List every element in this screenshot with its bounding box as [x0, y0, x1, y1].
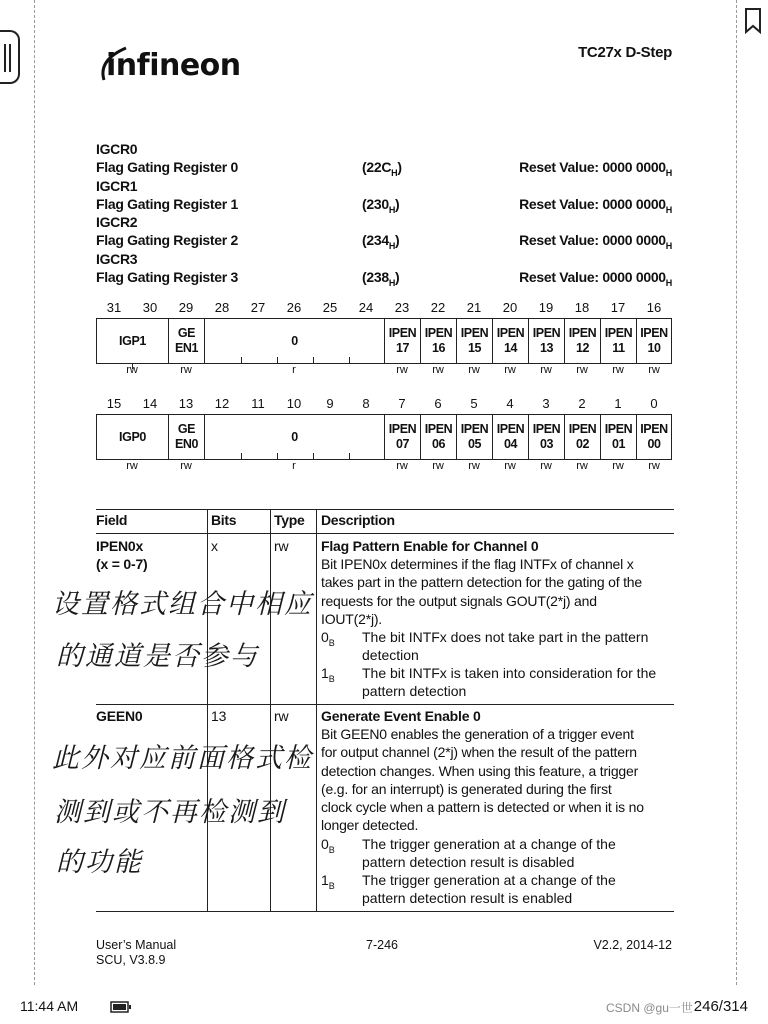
- col-header-bits: Bits: [211, 512, 237, 528]
- table-rule-row: [96, 704, 674, 705]
- field-ipen12: IPEN 12: [565, 319, 601, 363]
- field-ipen01: IPEN 01: [601, 415, 637, 459]
- access-type: rw: [648, 364, 660, 376]
- bit-number: 3: [542, 396, 550, 411]
- table-rule-header: [96, 533, 674, 534]
- field-ipen02: IPEN 02: [565, 415, 601, 459]
- table-rule-bottom: [96, 911, 674, 912]
- enum-value: $0_B$: [321, 836, 335, 855]
- access-type: rw: [126, 460, 138, 472]
- bit-numbers-lower: [96, 396, 672, 412]
- handwritten-note: 设置格式组合中相应: [52, 589, 313, 620]
- access-type: rw: [180, 364, 192, 376]
- field-ipen04: IPEN 04: [493, 415, 529, 459]
- table-col-rule: [316, 509, 317, 911]
- footer-version: V2.2, 2014-12: [593, 938, 672, 952]
- bit-number: 7: [398, 396, 406, 411]
- col-header-type: Type: [274, 512, 305, 528]
- handwritten-note: 的功能: [56, 847, 143, 878]
- access-type: rw: [576, 364, 588, 376]
- handwritten-note: 此外对应前面格式检: [52, 743, 313, 774]
- bit-number: 10: [286, 396, 302, 411]
- reg-line-2: Flag Gating Register 2 $(234_H)$ Reset Value: 0000 $0000_H$: [96, 232, 672, 251]
- field-ipen11: IPEN 11: [601, 319, 637, 363]
- reg-line-0: Flag Gating Register 0 $(22C_H)$ Reset Value: 0000 $0000_H$: [96, 159, 672, 178]
- reg-short-1: IGCR1: [96, 178, 138, 194]
- table-col-rule: [270, 509, 271, 911]
- row-bits: x: [211, 538, 218, 554]
- bit-number: 16: [646, 300, 662, 315]
- bookmark-icon[interactable]: [744, 8, 762, 34]
- field-ipen16: IPEN 16: [421, 319, 457, 363]
- bit-number: 25: [322, 300, 338, 315]
- bit-number: 17: [610, 300, 626, 315]
- bit-number: 21: [466, 300, 482, 315]
- table-col-rule: [207, 509, 208, 911]
- field-reserved-lower: 0: [205, 415, 385, 459]
- bitfield-upper: [96, 318, 672, 364]
- field-ipen03: IPEN 03: [529, 415, 565, 459]
- access-type: rw: [468, 460, 480, 472]
- bit-number: 8: [362, 396, 370, 411]
- table-rule-top: [96, 509, 674, 510]
- field-ipen00: IPEN 00: [640, 422, 668, 451]
- field-ipen13: IPEN 13: [529, 319, 565, 363]
- bit-number: 19: [538, 300, 554, 315]
- field-geen0: GE EN0: [169, 415, 205, 459]
- bit-number: 11: [251, 396, 265, 411]
- bit-number: 0: [650, 396, 658, 411]
- page-border-right: [736, 0, 737, 985]
- access-type: rw: [396, 460, 408, 472]
- access-type: rw: [648, 460, 660, 472]
- bit-number: 31: [106, 300, 122, 315]
- handwritten-note: 的通道是否参与: [56, 641, 259, 672]
- access-type: rw: [468, 364, 480, 376]
- sidebar-toggle-button[interactable]: [0, 30, 20, 84]
- handwritten-note: 测到或不再检测到: [54, 797, 286, 828]
- col-header-description: Description: [321, 512, 395, 528]
- bit-number: 28: [214, 300, 230, 315]
- field-ipen07: IPEN 07: [385, 415, 421, 459]
- enum-value: $1_B$: [321, 665, 335, 684]
- access-type: rw: [612, 460, 624, 472]
- page-counter[interactable]: 246/314: [693, 998, 748, 1015]
- access-type: rw: [540, 460, 552, 472]
- access-type: rw: [504, 364, 516, 376]
- bit-number: 12: [214, 396, 230, 411]
- reg-short-0: IGCR0: [96, 141, 138, 157]
- infineon-logo: [96, 40, 241, 90]
- access-type: rw: [432, 460, 444, 472]
- row-field-name: GEEN0: [96, 708, 143, 724]
- enum-value: $1_B$: [321, 872, 335, 891]
- enum-description: The trigger generation at a change of the pattern detection result is disabled: [362, 836, 616, 871]
- bit-number: 4: [506, 396, 514, 411]
- field-igp1: IGP1: [97, 319, 169, 363]
- access-type: rw: [126, 364, 138, 376]
- col-header-field: Field: [96, 512, 128, 528]
- access-types-lower: [96, 460, 672, 474]
- status-time: 11:44 AM: [20, 998, 79, 1014]
- bit-number: 2: [578, 396, 586, 411]
- access-type: rw: [540, 364, 552, 376]
- field-ipen10: IPEN 10: [640, 326, 668, 355]
- field-ipen17: IPEN 17: [385, 319, 421, 363]
- access-type: r: [292, 364, 296, 376]
- bit-number: 29: [178, 300, 194, 315]
- field-ipen15: IPEN 15: [457, 319, 493, 363]
- bit-number: 30: [142, 300, 158, 315]
- bit-numbers-upper: [96, 300, 672, 316]
- bit-number: 18: [574, 300, 590, 315]
- reg-line-1: Flag Gating Register 1 $(230_H)$ Reset Value: 0000 $0000_H$: [96, 196, 672, 215]
- access-type: rw: [432, 364, 444, 376]
- field-igp0: IGP0: [97, 415, 169, 459]
- row-bits: 13: [211, 708, 227, 724]
- doc-title: TC27x D-Step: [578, 44, 672, 61]
- bitfield-lower: [96, 414, 672, 460]
- enum-description: The trigger generation at a change of the pattern detection result is enabled: [362, 872, 616, 907]
- row-type: rw: [274, 538, 289, 554]
- footer-manual: User’s Manual SCU, V3.8.9: [96, 938, 177, 967]
- field-ipen06: IPEN 06: [421, 415, 457, 459]
- battery-icon: [110, 1000, 130, 1012]
- enum-description: The bit INTFx does not take part in the pattern detection: [362, 629, 649, 664]
- access-type: rw: [396, 364, 408, 376]
- reg-short-3: IGCR3: [96, 251, 138, 267]
- access-type: rw: [612, 364, 624, 376]
- bit-number: 6: [434, 396, 442, 411]
- access-types-upper: [96, 364, 672, 378]
- bit-number: 15: [106, 396, 122, 411]
- row-description: Flag Pattern Enable for Channel 0 Bit IPEN0x determines if the flag INTFx of channel x takes part in the pattern detection for the gating of the requests for the output signals GOUT(2*j) and IOUT(2*j).: [321, 538, 642, 627]
- reg-line-3: Flag Gating Register 3 $(238_H)$ Reset Value: 0000 $0000_H$: [96, 269, 672, 288]
- access-type: rw: [576, 460, 588, 472]
- row-field-range: (x = 0-7): [96, 556, 148, 572]
- footer-page: 7-246: [366, 938, 398, 952]
- bit-number: 22: [430, 300, 446, 315]
- access-type: rw: [504, 460, 516, 472]
- watermark: CSDN @gu一世: [606, 1001, 693, 1015]
- bit-number: 13: [178, 396, 194, 411]
- field-geen1: GE EN1: [169, 319, 205, 363]
- access-type: r: [292, 460, 296, 472]
- bit-number: 23: [394, 300, 410, 315]
- bit-number: 27: [250, 300, 266, 315]
- brand-name: infineon: [106, 48, 241, 83]
- row-description: Generate Event Enable 0 Bit GEEN0 enables the generation of a trigger event for output channel (2*j) when the result of the pattern detection changes. When using this feature, a trigger (e.g. for an interrupt) is generated during the first clock cycle when a pattern is detected or when it is no longer detected.: [321, 708, 644, 834]
- bit-number: 9: [326, 396, 334, 411]
- enum-value: $0_B$: [321, 629, 335, 648]
- field-ipen05: IPEN 05: [457, 415, 493, 459]
- bit-number: 26: [286, 300, 302, 315]
- field-reserved-upper: 0: [205, 319, 385, 363]
- row-field-name: IPEN0x: [96, 538, 144, 554]
- reg-short-2: IGCR2: [96, 214, 138, 230]
- bit-number: 14: [142, 396, 158, 411]
- bit-number: 20: [502, 300, 518, 315]
- bit-number: 24: [358, 300, 374, 315]
- row-type: rw: [274, 708, 289, 724]
- bit-number: 5: [470, 396, 478, 411]
- access-type: rw: [180, 460, 192, 472]
- field-ipen14: IPEN 14: [493, 319, 529, 363]
- bit-number: 1: [614, 396, 622, 411]
- page-border-left: [34, 0, 35, 985]
- enum-description: The bit INTFx is taken into consideration for the pattern detection: [362, 665, 657, 700]
